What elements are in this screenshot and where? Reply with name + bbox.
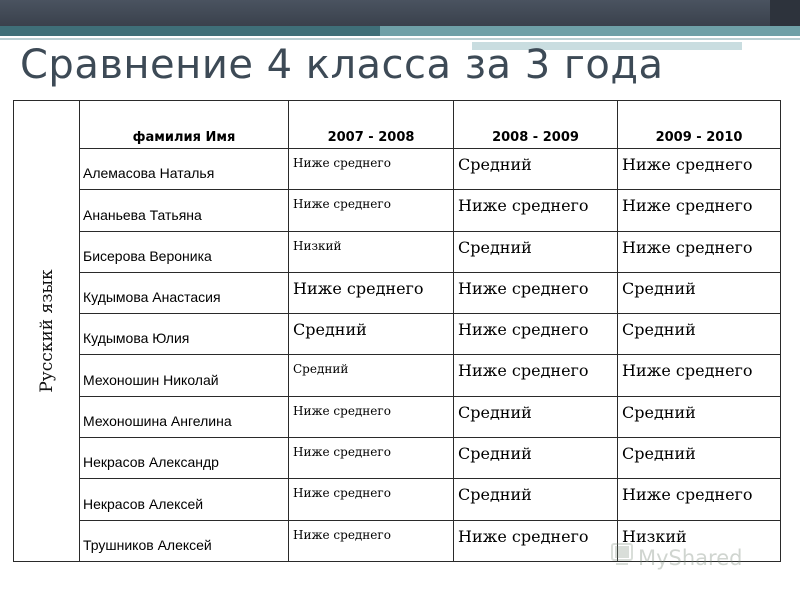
header-bar-dark-end <box>770 0 800 26</box>
grade-cell-year-3: Ниже среднего <box>618 479 781 520</box>
grade-cell-year-1: Ниже среднего <box>289 396 454 437</box>
grade-cell-year-3: Средний <box>618 438 781 479</box>
header-name-col: фамилия Имя <box>80 101 289 149</box>
grade-cell-year-2: Ниже среднего <box>454 190 618 231</box>
grade-cell-year-2: Ниже среднего <box>454 520 618 561</box>
grades-table <box>13 100 781 562</box>
grade-cell-year-1: Ниже среднего <box>289 149 454 190</box>
grade-cell-year-2: Средний <box>454 149 618 190</box>
grade-cell-year-2: Средний <box>454 231 618 272</box>
grade-cell-year-1: Ниже среднего <box>289 479 454 520</box>
header-rule <box>0 38 800 40</box>
grade-cell-year-2: Ниже среднего <box>454 314 618 355</box>
student-name: Бисерова Вероника <box>80 231 289 272</box>
student-name: Ананьева Татьяна <box>80 190 289 231</box>
table-row <box>14 355 781 396</box>
grade-cell-year-1: Средний <box>289 355 454 396</box>
grade-cell-year-3: Средний <box>618 272 781 313</box>
student-name: Кудымова Анастасия <box>80 272 289 313</box>
table-row <box>14 190 781 231</box>
table-row <box>14 438 781 479</box>
grade-cell-year-3: Ниже среднего <box>618 231 781 272</box>
slide-title: Сравнение 4 класса за 3 года <box>20 42 664 88</box>
grade-cell-year-1: Ниже среднего <box>289 190 454 231</box>
table-row <box>14 314 781 355</box>
student-name: Некрасов Александр <box>80 438 289 479</box>
header-year-2: 2008 - 2009 <box>454 101 618 149</box>
student-name: Некрасов Алексей <box>80 479 289 520</box>
subject-label: Русский язык <box>36 269 57 393</box>
grade-cell-year-1: Низкий <box>289 231 454 272</box>
student-name: Трушников Алексей <box>80 520 289 561</box>
grade-cell-year-1: Ниже среднего <box>289 520 454 561</box>
student-name: Мехоношина Ангелина <box>80 396 289 437</box>
table-row <box>14 479 781 520</box>
grade-cell-year-3: Ниже среднего <box>618 149 781 190</box>
grade-cell-year-2: Ниже среднего <box>454 272 618 313</box>
grade-cell-year-1: Средний <box>289 314 454 355</box>
grade-cell-year-2: Средний <box>454 479 618 520</box>
grade-cell-year-3: Ниже среднего <box>618 355 781 396</box>
grade-cell-year-2: Ниже среднего <box>454 355 618 396</box>
grade-cell-year-3: Средний <box>618 396 781 437</box>
header-year-3: 2009 - 2010 <box>618 101 781 149</box>
table-row <box>14 231 781 272</box>
grade-cell-year-2: Средний <box>454 396 618 437</box>
grade-cell-year-3: Низкий <box>618 520 781 561</box>
student-name: Алемасова Наталья <box>80 149 289 190</box>
grade-cell-year-2: Средний <box>454 438 618 479</box>
table-row <box>14 272 781 313</box>
header-year-1: 2007 - 2008 <box>289 101 454 149</box>
grade-cell-year-1: Ниже среднего <box>289 438 454 479</box>
header-bar-dark <box>0 0 800 26</box>
student-name: Кудымова Юлия <box>80 314 289 355</box>
subject-cell <box>14 101 80 562</box>
table-row <box>14 149 781 190</box>
student-name: Мехоношин Николай <box>80 355 289 396</box>
table-row <box>14 520 781 561</box>
grade-cell-year-3: Ниже среднего <box>618 190 781 231</box>
table-header-row <box>14 101 781 149</box>
table-row <box>14 396 781 437</box>
watermark-text: MyShared <box>638 546 743 570</box>
header-bar-teal-dark <box>0 26 380 36</box>
grade-cell-year-3: Средний <box>618 314 781 355</box>
grade-cell-year-1: Ниже среднего <box>289 272 454 313</box>
